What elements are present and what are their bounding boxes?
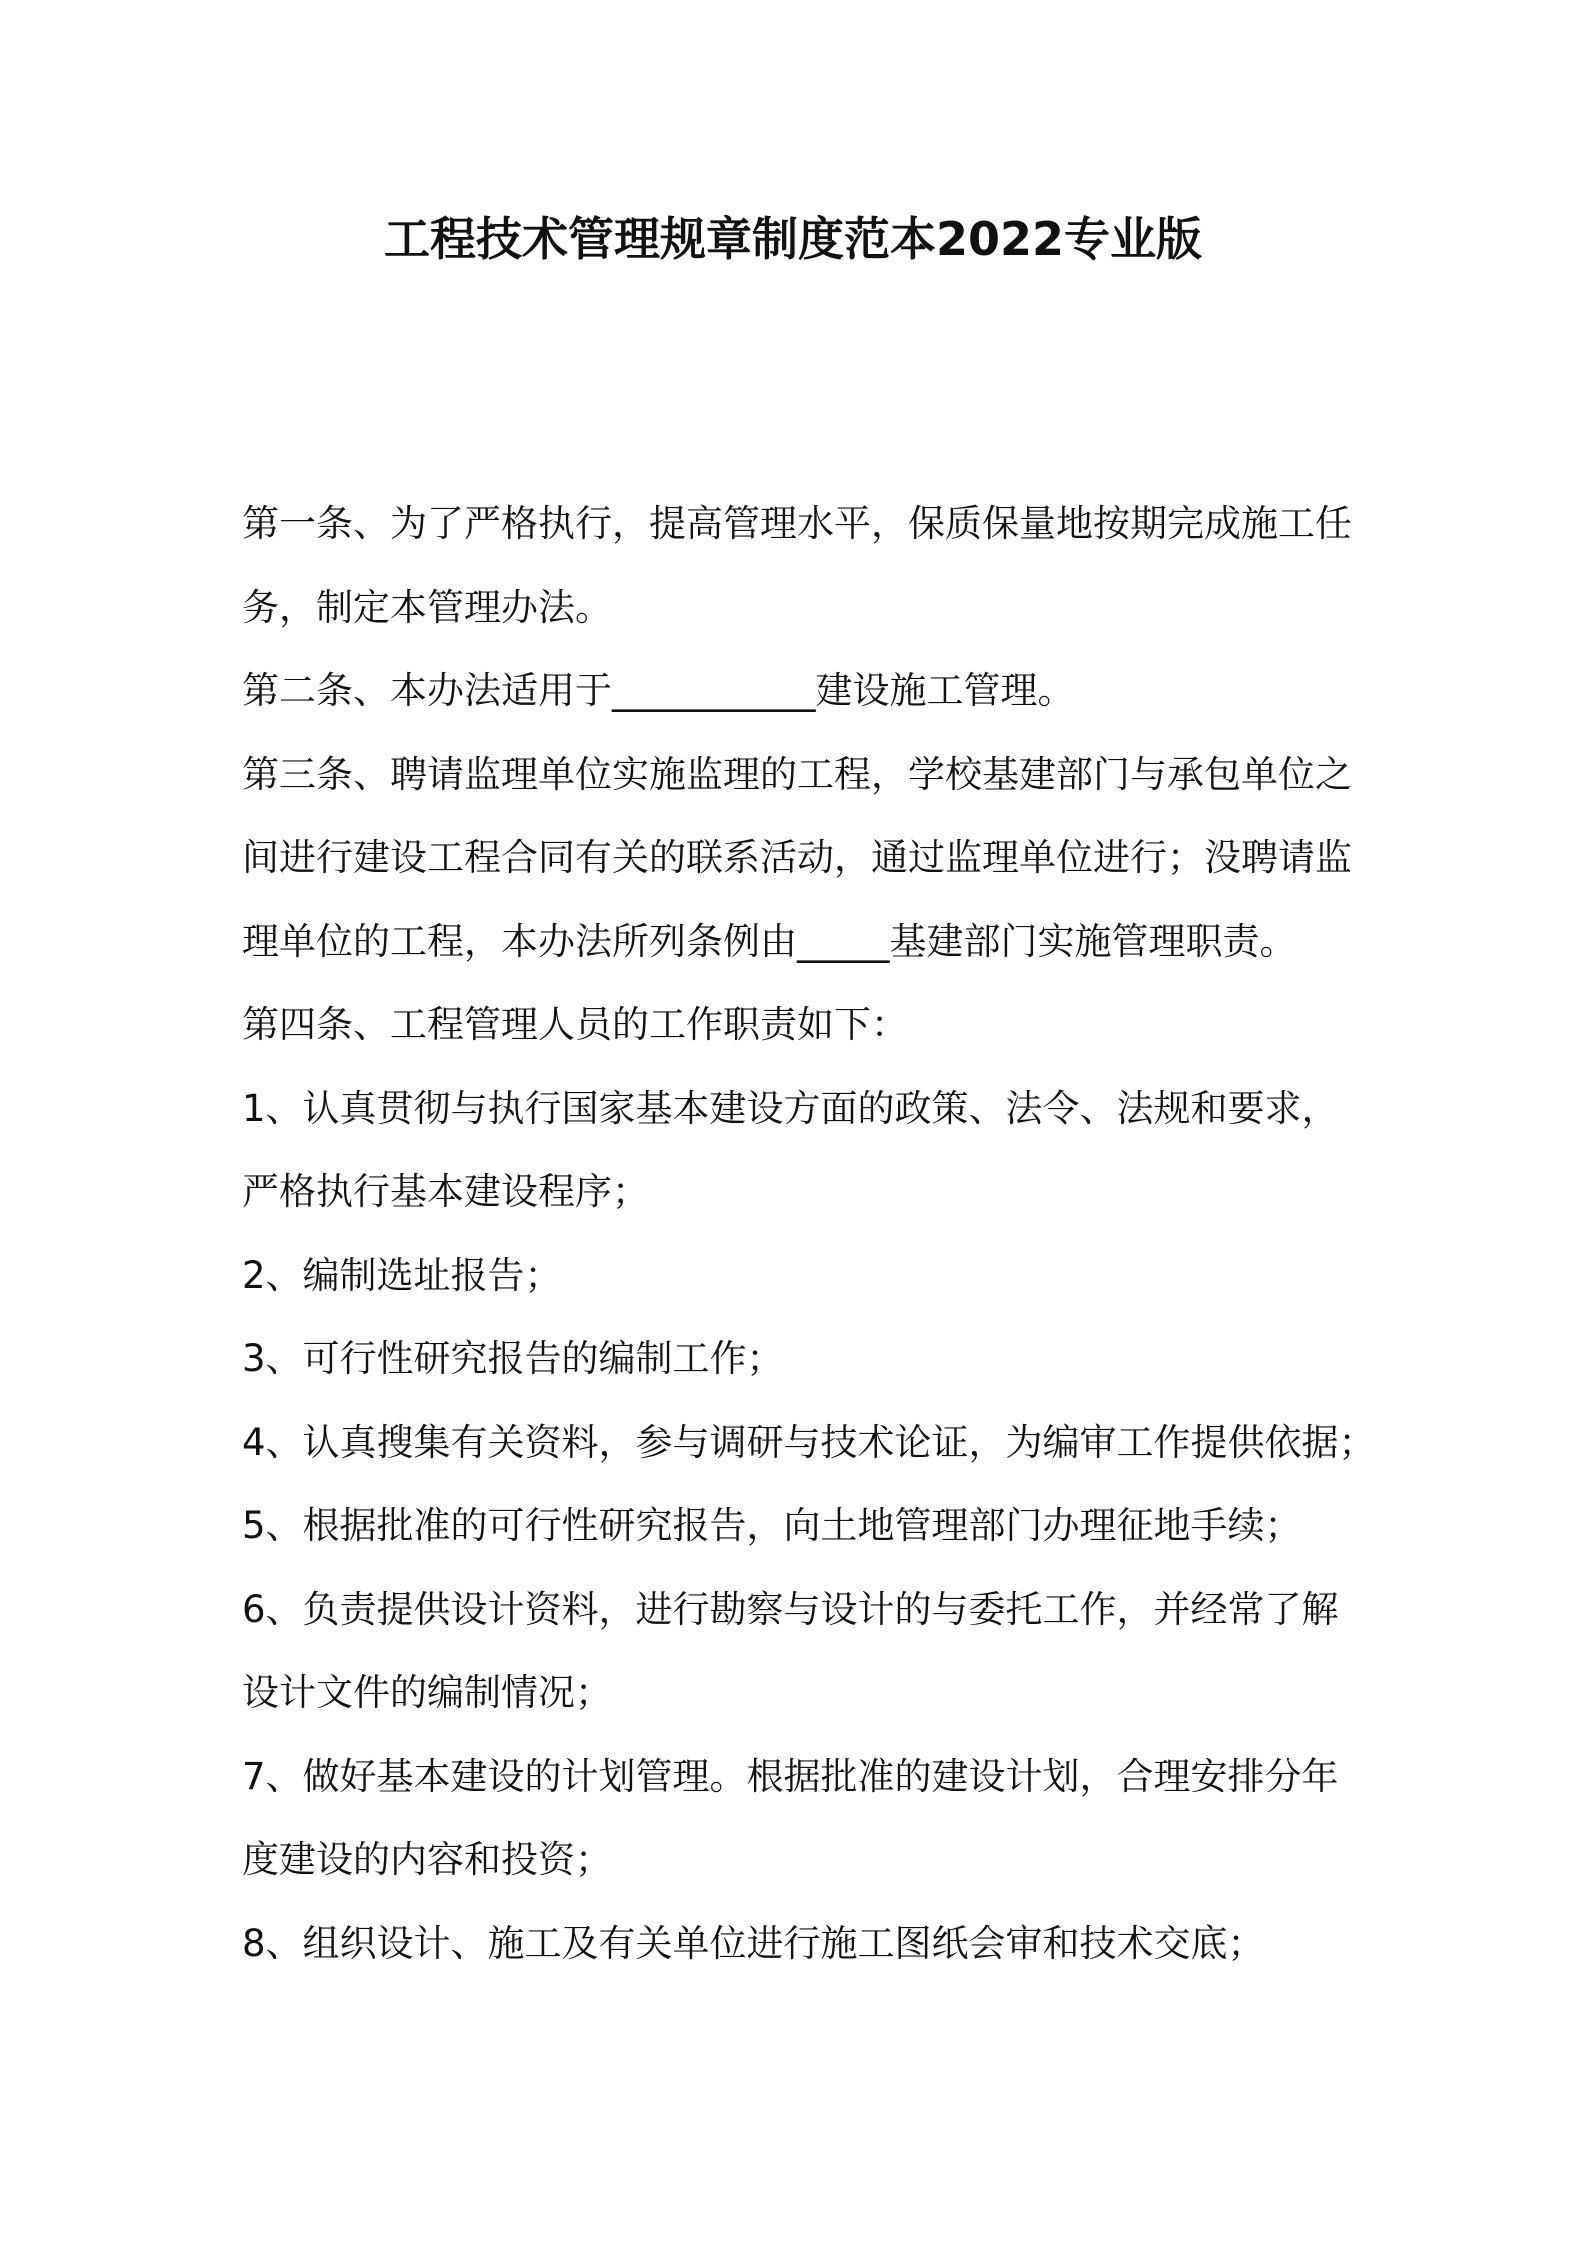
text-line: 7、做好基本建设的计划管理。根据批准的建设计划，合理安排分年 — [242, 1754, 1339, 1798]
text-line: 间进行建设工程合同有关的联系活动，通过监理单位进行；没聘请监 — [242, 836, 1352, 879]
text-line: 第三条、聘请监理单位实施监理的工程，学校基建部门与承包单位之 — [242, 752, 1352, 796]
text-line: 第一条、为了严格执行，提高管理水平，保质保量地按期完成施工任 — [242, 502, 1352, 545]
text-line: 2、编制选址报告； — [242, 1253, 562, 1297]
text-line: 4、认真搜集有关资料，参与调研与技术论证，为编审工作提供依据； — [242, 1420, 1376, 1464]
text-line: 5、根据批准的可行性研究报告，向土地管理部门办理征地手续； — [242, 1504, 1302, 1547]
text-line: 3、可行性研究报告的编制工作； — [242, 1337, 784, 1380]
text-line: 8、组织设计、施工及有关单位进行施工图纸会审和技术交底； — [242, 1921, 1265, 1965]
text-line: 度建设的内容和投资； — [242, 1838, 612, 1881]
text-line: 第四条、工程管理人员的工作职责如下： — [242, 1003, 908, 1046]
document-title: 工程技术管理规章制度范本2022专业版 — [383, 212, 1203, 266]
text-line: 6、负责提供设计资料，进行勘察与设计的与委托工作，并经常了解 — [242, 1587, 1339, 1631]
text-line: 设计文件的编制情况； — [242, 1671, 612, 1714]
text-line: 1、认真贯彻与执行国家基本建设方面的政策、法令、法规和要求， — [242, 1086, 1339, 1130]
text-line: 第二条、本办法适用于___________建设施工管理。 — [242, 669, 1075, 712]
text-line: 务，制定本管理办法。 — [242, 585, 612, 629]
document-body — [242, 482, 1382, 1985]
text-line: 严格执行基本建设程序； — [242, 1170, 649, 1213]
text-line: 理单位的工程，本办法所列条例由_____基建部门实施管理职责。 — [242, 919, 1297, 963]
